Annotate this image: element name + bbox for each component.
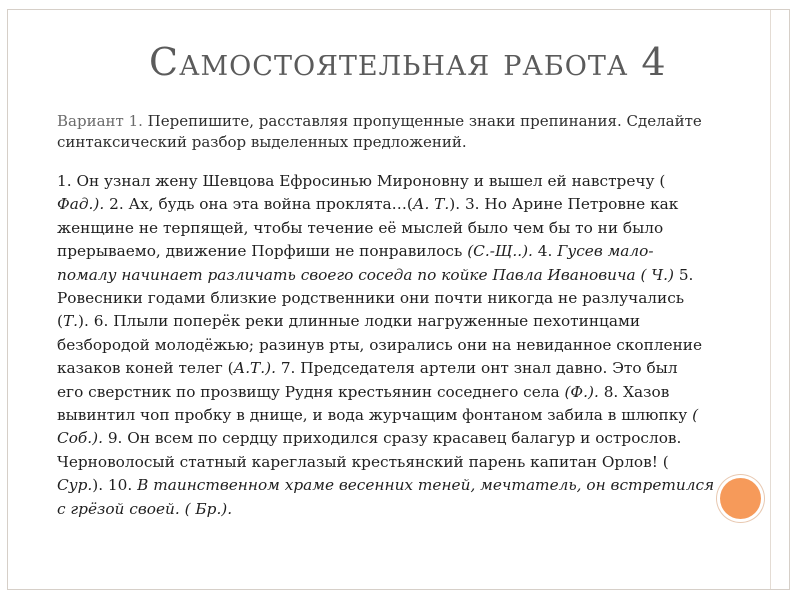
exercise-run: ). 3. Но Арине Петровне как женщине не терпящей, чтобы течение её мыслей было чем бы то ни было прерываемо, движение Порфиши не понравилось: [57, 195, 679, 261]
exercise-italic-run: (С.-Щ..).: [467, 242, 533, 261]
exercise-run: 1. Он узнал жену Шевцова Ефросинью Мироновну и вышел ей навстречу (: [57, 172, 666, 190]
exercise-run: 4.: [532, 242, 558, 261]
exercise-run: ). 10.: [92, 476, 138, 495]
task-text: Перепишите, расставляя пропущенные знаки препинания. Сделайте синтаксический разбор выделенных предложений.: [57, 112, 702, 151]
exercise-italic-run: Гусев мало- помалу начинает различать своего соседа по койке Павла Ивановича ( Ч.): [57, 242, 674, 284]
slide-frame-line: [770, 10, 771, 589]
exercise-run: 2. Ах, будь она эта война проклята…(: [104, 195, 413, 214]
exercise-italic-run: А. Т.: [412, 195, 450, 214]
exercise-text: [57, 170, 745, 521]
exercise-italic-run: В таинственном храме весенних теней, мечтатель, он встретился с грёзой своей. ( Бр.).: [57, 476, 715, 518]
exercise-run: 5. Ровесники годами близкие родственники они почти никогда не разлучались (: [57, 265, 694, 331]
exercise-run: 9. Он всем по сердцу приходился сразу красавец балагур и острослов. Черноволосый статный кареглазый крестьянский парень капитан Орлов! (: [57, 429, 682, 471]
variant-label: Вариант 1.: [57, 112, 143, 130]
exercise-italic-run: А.Т.).: [233, 359, 276, 378]
exercise-run: 8. Хазов вывинтил чоп пробку в днище, и вода журчащим фонтаном забила в шлюпку: [57, 382, 688, 425]
exercise-italic-run: (Ф.).: [564, 382, 599, 401]
exercise-italic-run: ( Соб.).: [57, 406, 699, 448]
exercise-run: ). 6. Плыли поперёк реки длинные лодки нагруженные пехотинцами безбородой молодёжью; разинув рты, озирались они на невиданное скопление казаков коней телег (: [57, 312, 703, 378]
task-instruction: [57, 111, 737, 153]
exercise-italic-run: Сур.: [57, 476, 93, 495]
exercise-run: 7. Председателя артели онт знал давно. Это был его сверстник по прозвищу Рудня крестьянин соседнего села: [57, 359, 678, 401]
exercise-italic-run: Фад.).: [57, 195, 105, 214]
slide-title: Самостоятельная работа 4: [149, 40, 667, 84]
exercise-italic-run: Т.: [62, 312, 79, 331]
